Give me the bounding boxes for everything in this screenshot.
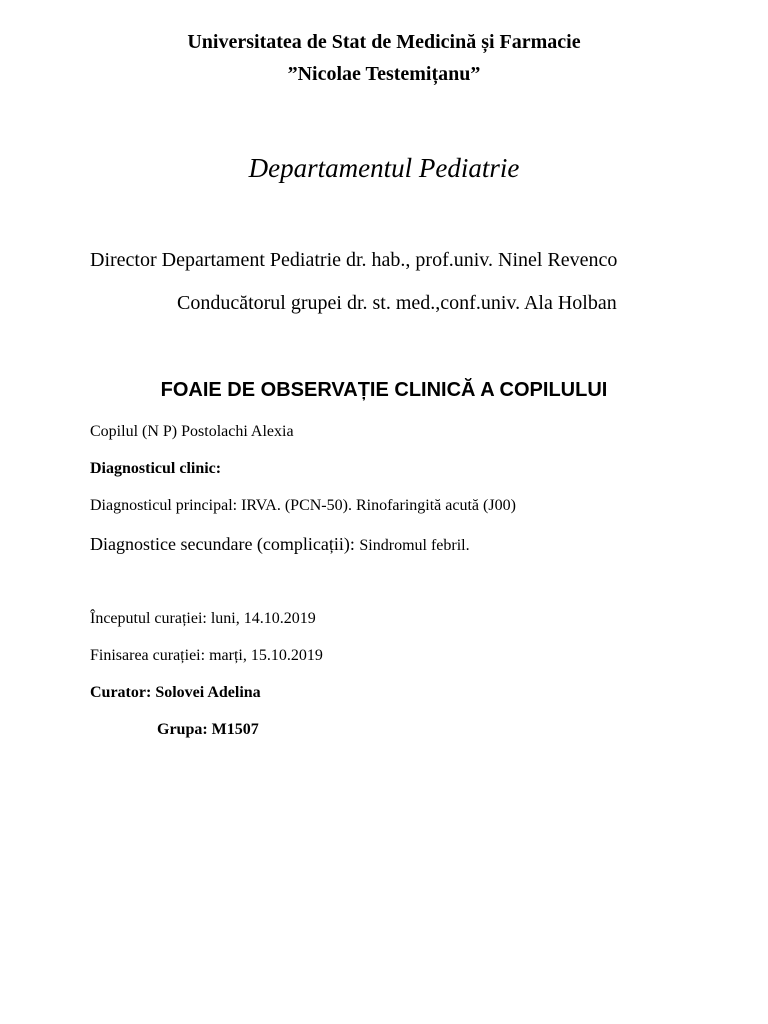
university-name-line1: Universitatea de Stat de Medicină și Farmacie — [187, 31, 581, 53]
curator-line: Curator: Solovei Adelina — [90, 684, 261, 701]
curation-start-line: Începutul curației: luni, 14.10.2019 — [90, 610, 316, 627]
group-leader-line: Conducătorul grupei dr. st. med.,conf.univ. Ala Holban — [177, 292, 617, 314]
main-diagnosis-line: Diagnosticul principal: IRVA. (PCN-50). Rinofaringită acută (J00) — [90, 497, 516, 514]
secondary-diagnosis-label: Diagnostice secundare (complicații): — [90, 534, 360, 554]
department-title: Departamentul Pediatrie — [248, 153, 520, 183]
group-line: Grupa: M1507 — [157, 721, 259, 738]
patient-line: Copilul (N P) Postolachi Alexia — [90, 423, 294, 440]
secondary-diagnosis-line — [90, 534, 470, 555]
diagnosis-heading: Diagnosticul clinic: — [90, 460, 222, 477]
director-line: Director Departament Pediatrie dr. hab., prof.univ. Ninel Revenco — [90, 249, 618, 271]
university-name-line2: ”Nicolae Testemițanu” — [287, 63, 481, 85]
curation-end-line: Finisarea curației: marți, 15.10.2019 — [90, 647, 323, 664]
secondary-diagnosis-value: Sindromul febril. — [359, 537, 470, 554]
form-title: FOAIE DE OBSERVAȚIE CLINICĂ A COPILULUI — [160, 379, 608, 401]
